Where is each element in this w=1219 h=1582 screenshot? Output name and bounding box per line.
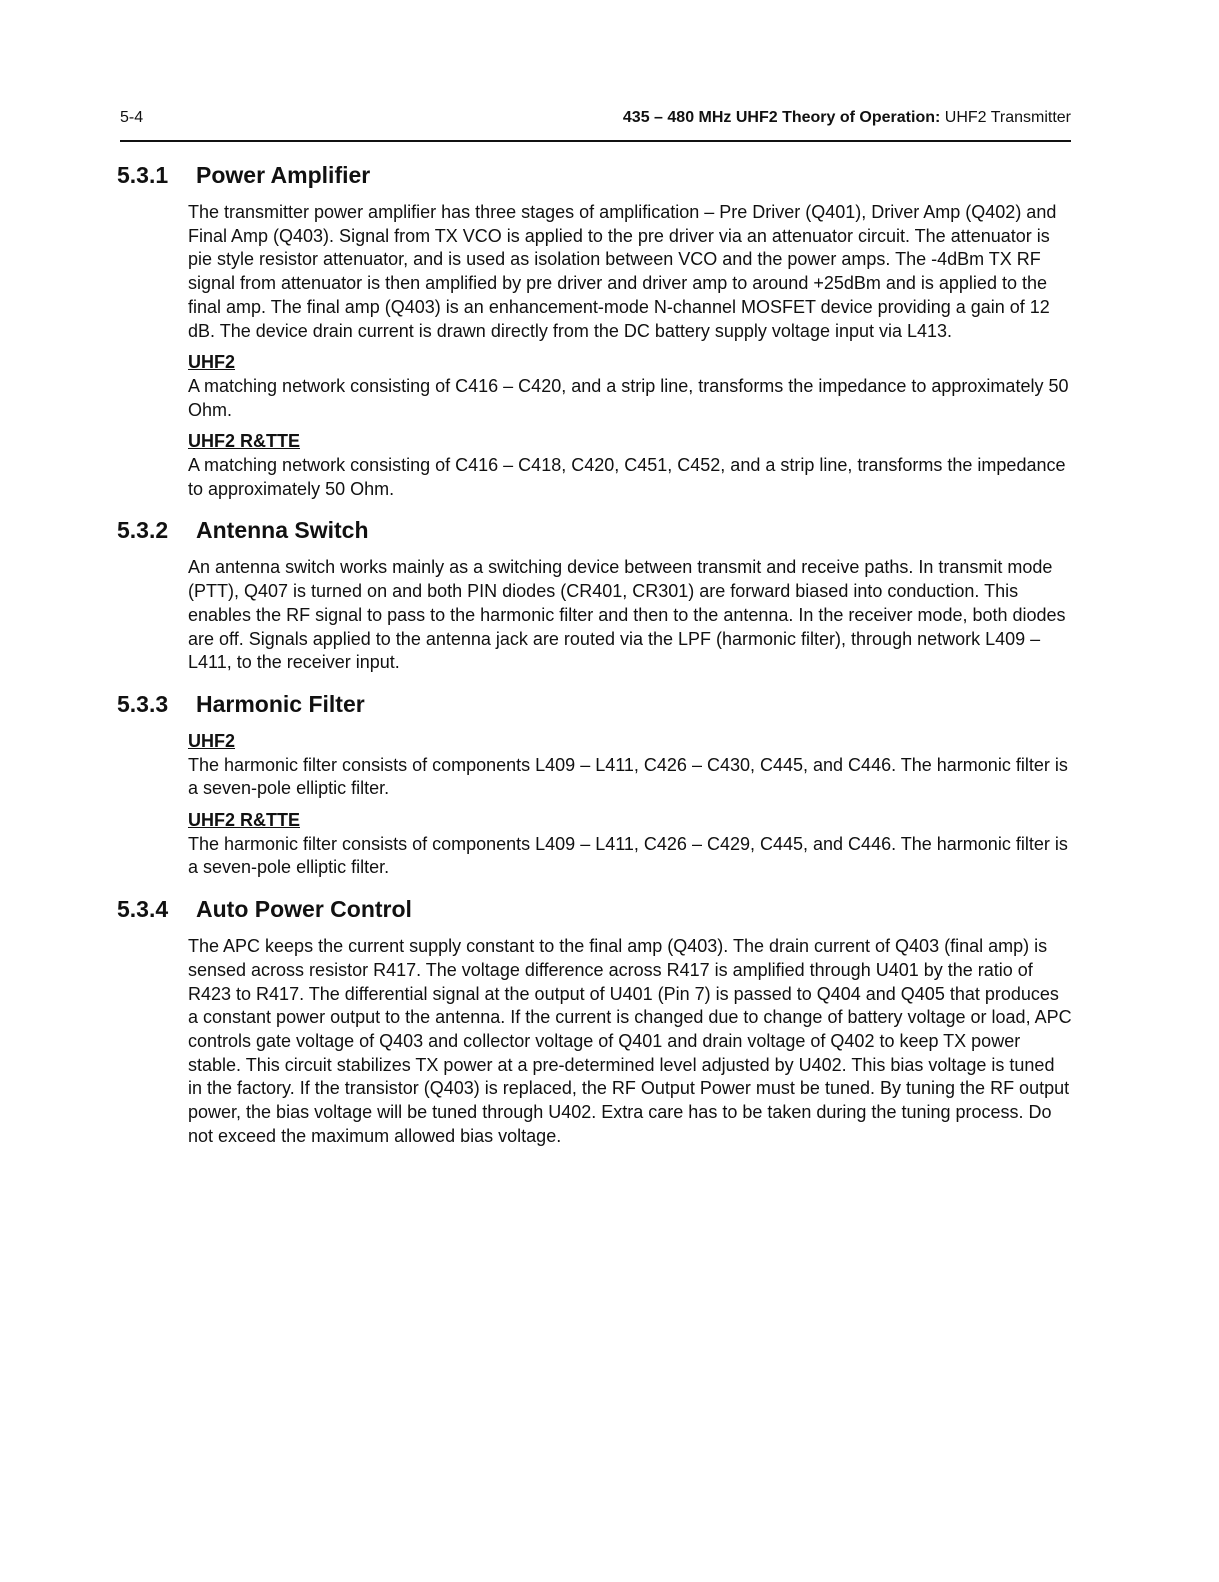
section-title: Antenna Switch xyxy=(196,517,369,544)
running-title xyxy=(623,107,1071,129)
paragraph: A matching network consisting of C416 – C418, C420, C451, C452, and a strip line, transforms the impedance to approximately 50 Ohm. xyxy=(188,455,1066,499)
subsection-uhf2 xyxy=(188,730,1072,801)
section-heading xyxy=(117,515,1072,545)
section-number: 5.3.1 xyxy=(117,162,169,188)
running-title-rest: UHF2 Transmitter xyxy=(940,109,1071,126)
running-title-bold: 435 – 480 MHz UHF2 Theory of Operation: xyxy=(622,109,941,126)
paragraph: An antenna switch works mainly as a switching device between transmit and receive paths. In transmit mode (PTT), Q407 is turned on and both PIN diodes (CR401, CR301) are forward biased into conduction. This enables the RF signal to pass to the harmonic filter and then to the antenna. In the receiver mode, both diodes are off. Signals applied to the antenna jack are routed via the LPF (harmonic filter), through network L409 – L411, to the receiver input. xyxy=(188,557,1066,673)
subsection-heading: UHF2 R&TTE xyxy=(188,431,300,452)
section-title: Power Amplifier xyxy=(196,162,371,188)
subsection-heading: UHF2 xyxy=(188,730,236,751)
page-header xyxy=(120,107,1071,131)
section-power-amplifier xyxy=(117,160,1072,501)
section-title: Harmonic Filter xyxy=(196,690,365,717)
section-auto-power-control xyxy=(117,894,1072,1148)
section-title: Auto Power Control xyxy=(196,896,412,923)
page-number: 5-4 xyxy=(120,109,144,126)
paragraph: The harmonic filter consists of components L409 – L411, C426 – C429, C445, and C446. The harmonic filter is a seven-pole elliptic filter. xyxy=(188,833,1068,878)
paragraph: The APC keeps the current supply constant to the final amp (Q403). The drain current of Q403 (final amp) is sensed across resistor R417. The voltage difference across R417 is amplified through U401 by the ratio of R423 to R417. The differential signal at the output of U401 (Pin 7) is passed to Q404 and Q405 that produces a constant power output to the antenna. If the current is changed due to change of battery voltage or load, APC controls gate voltage of Q403 and collector voltage of Q401 and drain voltage of Q402 to keep TX power stable. This circuit stabilizes TX power at a pre-determined level adjusted by U402. This bias voltage is tuned in the factory. If the transistor (Q403) is replaced, the RF Output Power must be tuned. By tuning the RF output power, the bias voltage will be tuned through U402. Extra care has to be taken during the tuning process. Do not exceed the maximum allowed bias voltage. xyxy=(188,936,1072,1146)
subsection-heading: UHF2 R&TTE xyxy=(188,810,300,831)
section-heading xyxy=(117,894,1072,924)
paragraph: A matching network consisting of C416 – C420, and a strip line, transforms the impedance to approximately 50 Ohm. xyxy=(188,375,1069,420)
subsection-uhf2-rtte xyxy=(188,809,1072,880)
subsection-uhf2 xyxy=(188,351,1072,422)
section-antenna-switch xyxy=(117,515,1072,675)
section-number: 5.3.4 xyxy=(117,896,169,923)
paragraph: The harmonic filter consists of components L409 – L411, C426 – C430, C445, and C446. The harmonic filter is a seven-pole elliptic filter. xyxy=(188,754,1068,799)
subsection-uhf2-rtte xyxy=(188,430,1072,501)
subsection-heading: UHF2 xyxy=(188,352,236,373)
paragraph: The transmitter power amplifier has three stages of amplification – Pre Driver (Q401), Driver Amp (Q402) and Final Amp (Q403). Signal from TX VCO is applied to the pre driver via an attenuator circuit. The attenuator is pie style resistor attenuator, and is used as isolation between VCO and the power amps. The -4dBm TX RF signal from attenuator is then amplified by pre driver and driver amp to around +25dBm and is applied to the final amp. The final amp (Q403) is an enhancement-mode N-channel MOSFET device providing a gain of 12 dB. The device drain current is drawn directly from the DC battery supply voltage input via L413. xyxy=(188,202,1057,341)
section-heading xyxy=(117,160,1072,190)
document-body xyxy=(117,160,1072,1163)
section-number: 5.3.3 xyxy=(117,690,169,717)
section-harmonic-filter xyxy=(117,689,1072,880)
section-heading xyxy=(117,689,1072,719)
header-rule xyxy=(120,140,1071,142)
section-number: 5.3.2 xyxy=(117,517,169,544)
